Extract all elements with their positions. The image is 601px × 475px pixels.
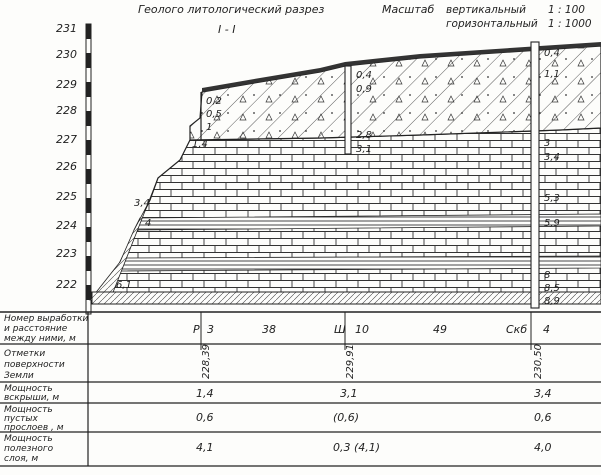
section-number: I - I bbox=[218, 23, 236, 36]
surface-elevation-cell: 230,50 bbox=[533, 344, 544, 379]
row-header: Мощность bbox=[4, 434, 53, 444]
productive-thickness-cell: 4,1 bbox=[196, 441, 214, 454]
overburden-thickness-cell: 3,4 bbox=[534, 387, 552, 400]
row-header: Мощность bbox=[4, 384, 53, 394]
row-header: Мощность bbox=[4, 405, 53, 415]
depth-label: 2,8 bbox=[356, 130, 372, 141]
well-скб-casing bbox=[531, 42, 539, 308]
overburden-thickness-cell: 3,1 bbox=[340, 387, 358, 400]
depth-label: 0,4 bbox=[544, 48, 560, 59]
elevation-tick: 224 bbox=[56, 219, 77, 232]
depth-label: 0,5 bbox=[206, 109, 222, 120]
distance-cell: 3 bbox=[207, 323, 214, 336]
productive-thickness-cell: 4,0 bbox=[534, 441, 552, 454]
well-id-cell: Скб bbox=[506, 323, 528, 336]
depth-label: 8 bbox=[544, 270, 551, 281]
elevation-tick: 223 bbox=[56, 247, 77, 260]
row-header: Отметки bbox=[4, 349, 46, 359]
elevation-tick: 222 bbox=[56, 278, 77, 291]
elevation-scale-bar bbox=[86, 24, 91, 314]
well-id-cell: Ш bbox=[334, 323, 346, 336]
row-header: вскрыши, м bbox=[4, 393, 60, 403]
scale-label: Масштаб bbox=[382, 3, 435, 16]
row-header: пустых bbox=[4, 414, 38, 424]
elevation-tick: 226 bbox=[56, 160, 77, 173]
distance-cell: 4 bbox=[543, 323, 550, 336]
row-header: полезного bbox=[4, 444, 54, 454]
depth-label: 3 bbox=[544, 138, 551, 149]
elevation-tick: 227 bbox=[56, 133, 77, 146]
depth-label: 5,3 bbox=[544, 193, 560, 204]
section-label: 6,1 bbox=[116, 280, 132, 291]
distance-cell: 10 bbox=[355, 323, 369, 336]
vertical-scale-label: вертикальный bbox=[446, 4, 526, 16]
row-header: прослоев , м bbox=[4, 423, 64, 433]
depth-label: 0,4 bbox=[356, 70, 372, 81]
row-header: и расстояние bbox=[4, 324, 68, 334]
section-label: 4 bbox=[145, 218, 152, 229]
row-header: поверхности bbox=[4, 360, 65, 370]
row-header: Земли bbox=[4, 371, 34, 381]
overburden-thickness-cell: 1,4 bbox=[196, 387, 214, 400]
elevation-tick: 225 bbox=[56, 190, 77, 203]
well-id-cell: Р bbox=[193, 323, 200, 336]
vertical-scale-value: 1 : 100 bbox=[548, 4, 585, 16]
elevation-tick-labels bbox=[56, 22, 77, 291]
surface-elevation-cell: 228,39 bbox=[201, 344, 212, 379]
barren-thickness-cell: 0,6 bbox=[196, 411, 214, 424]
distance-cell: 38 bbox=[262, 323, 276, 336]
depth-label: 5,9 bbox=[544, 218, 560, 229]
horizontal-scale-value: 1 : 1000 bbox=[548, 18, 592, 30]
surface-elevation-cell: 229,91 bbox=[345, 344, 356, 379]
distance-cell: 49 bbox=[433, 323, 447, 336]
row-header: слоя, м bbox=[4, 454, 39, 464]
row-header: между ними, м bbox=[4, 334, 76, 344]
depth-label: 1,1 bbox=[544, 69, 560, 80]
basement-band bbox=[92, 292, 601, 304]
depth-label: 3,1 bbox=[356, 144, 372, 155]
elevation-tick: 230 bbox=[56, 48, 77, 61]
depth-label: 1,4 bbox=[192, 139, 208, 150]
elevation-tick: 229 bbox=[56, 78, 77, 91]
depth-label: 1 bbox=[206, 122, 213, 133]
clay-interlayer bbox=[116, 256, 601, 271]
data-table bbox=[0, 312, 601, 466]
section-label: 3,4 bbox=[134, 198, 150, 209]
depth-label: 3,4 bbox=[544, 152, 560, 163]
elevation-tick: 228 bbox=[56, 104, 77, 117]
depth-label: 8,5 bbox=[544, 283, 560, 294]
barren-thickness-cell: 0,6 bbox=[534, 411, 552, 424]
depth-label: 0,2 bbox=[206, 96, 222, 107]
barren-thickness-cell: (0,6) bbox=[333, 411, 360, 424]
elevation-tick: 231 bbox=[56, 22, 77, 35]
productive-thickness-cell: 0,3 (4,1) bbox=[333, 441, 381, 454]
horizontal-scale-label: горизонтальный bbox=[446, 18, 538, 30]
well-ш-casing bbox=[345, 66, 351, 154]
depth-label: 0,9 bbox=[356, 84, 372, 95]
section-title: Геолого литологический разрез bbox=[138, 3, 325, 16]
depth-label: 8,9 bbox=[544, 296, 560, 307]
row-header: Номер выработки bbox=[4, 314, 89, 324]
